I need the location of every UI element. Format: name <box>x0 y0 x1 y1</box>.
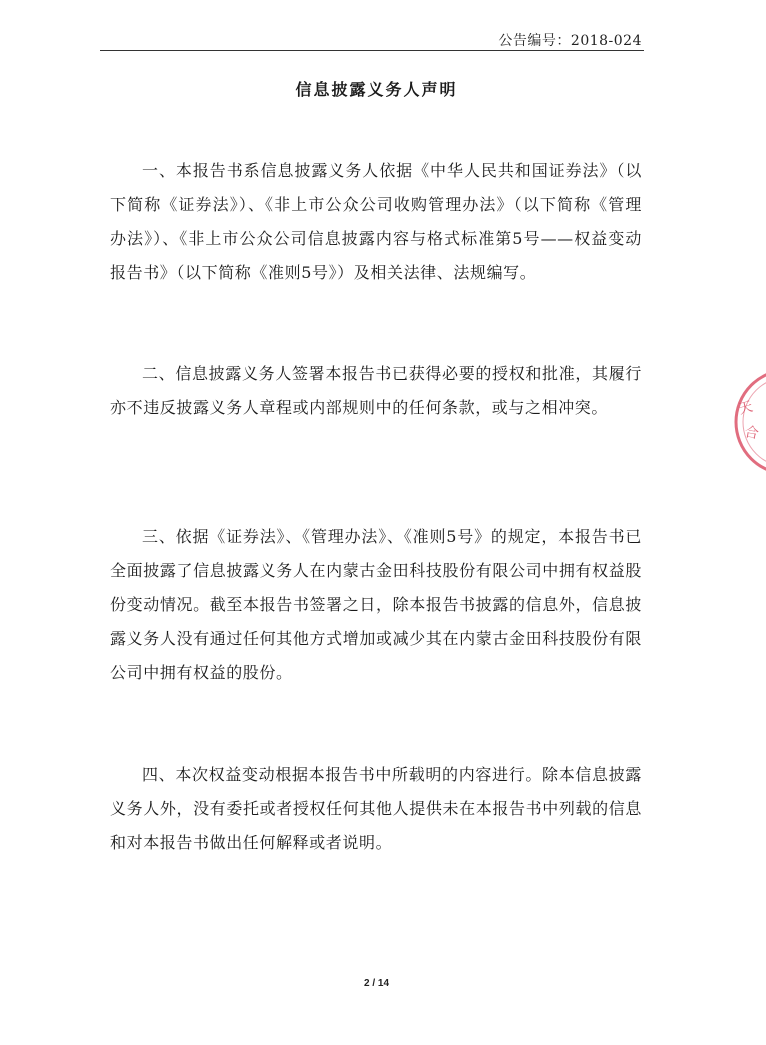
header-divider <box>100 50 644 51</box>
declaration-paragraph-2: 二、信息披露义务人签署本报告书已获得必要的授权和批准，其履行亦不违反披露义务人章程或内部规则中的任何条款，或与之相冲突。 <box>110 364 642 417</box>
page-title: 信息披露义务人声明 <box>295 80 458 99</box>
announcement-number: 公告编号：2018-024 <box>498 33 642 49</box>
declaration-paragraph-3: 三、依据《证券法》、《管理办法》、《准则5号》的规定，本报告书已全面披露了信息披露义务人在内蒙古金田科技股份有限公司中拥有权益股份变动情况。截至本报告书签署之日，除本报告书披露的信息外，信息披露义务人没有通过任何其他方式增加或减少其在内蒙古金田科技股份有限公司中拥有权益的股份。 <box>110 527 642 682</box>
declaration-paragraph-1: 一、本报告书系信息披露义务人依据《中华人民共和国证券法》（以下简称《证券法》）、《非上市公众公司收购管理办法》（以下简称《管理办法》）、《非上市公众公司信息披露内容与格式标准第5号——权益变动报告书》（以下简称《准则5号》）及相关法律、法规编写。 <box>110 161 642 282</box>
page-number: 2 / 14 <box>363 978 390 989</box>
seal-glyphs: 天 <box>736 398 755 418</box>
seal-glyphs-2: 合 <box>743 424 760 443</box>
partial-seal-stamp <box>726 372 766 472</box>
declaration-paragraph-4: 四、本次权益变动根据本报告书中所载明的内容进行。除本信息披露义务人外，没有委托或者授权任何其他人提供未在本报告书中列载的信息和对本报告书做出任何解释或者说明。 <box>110 765 642 852</box>
